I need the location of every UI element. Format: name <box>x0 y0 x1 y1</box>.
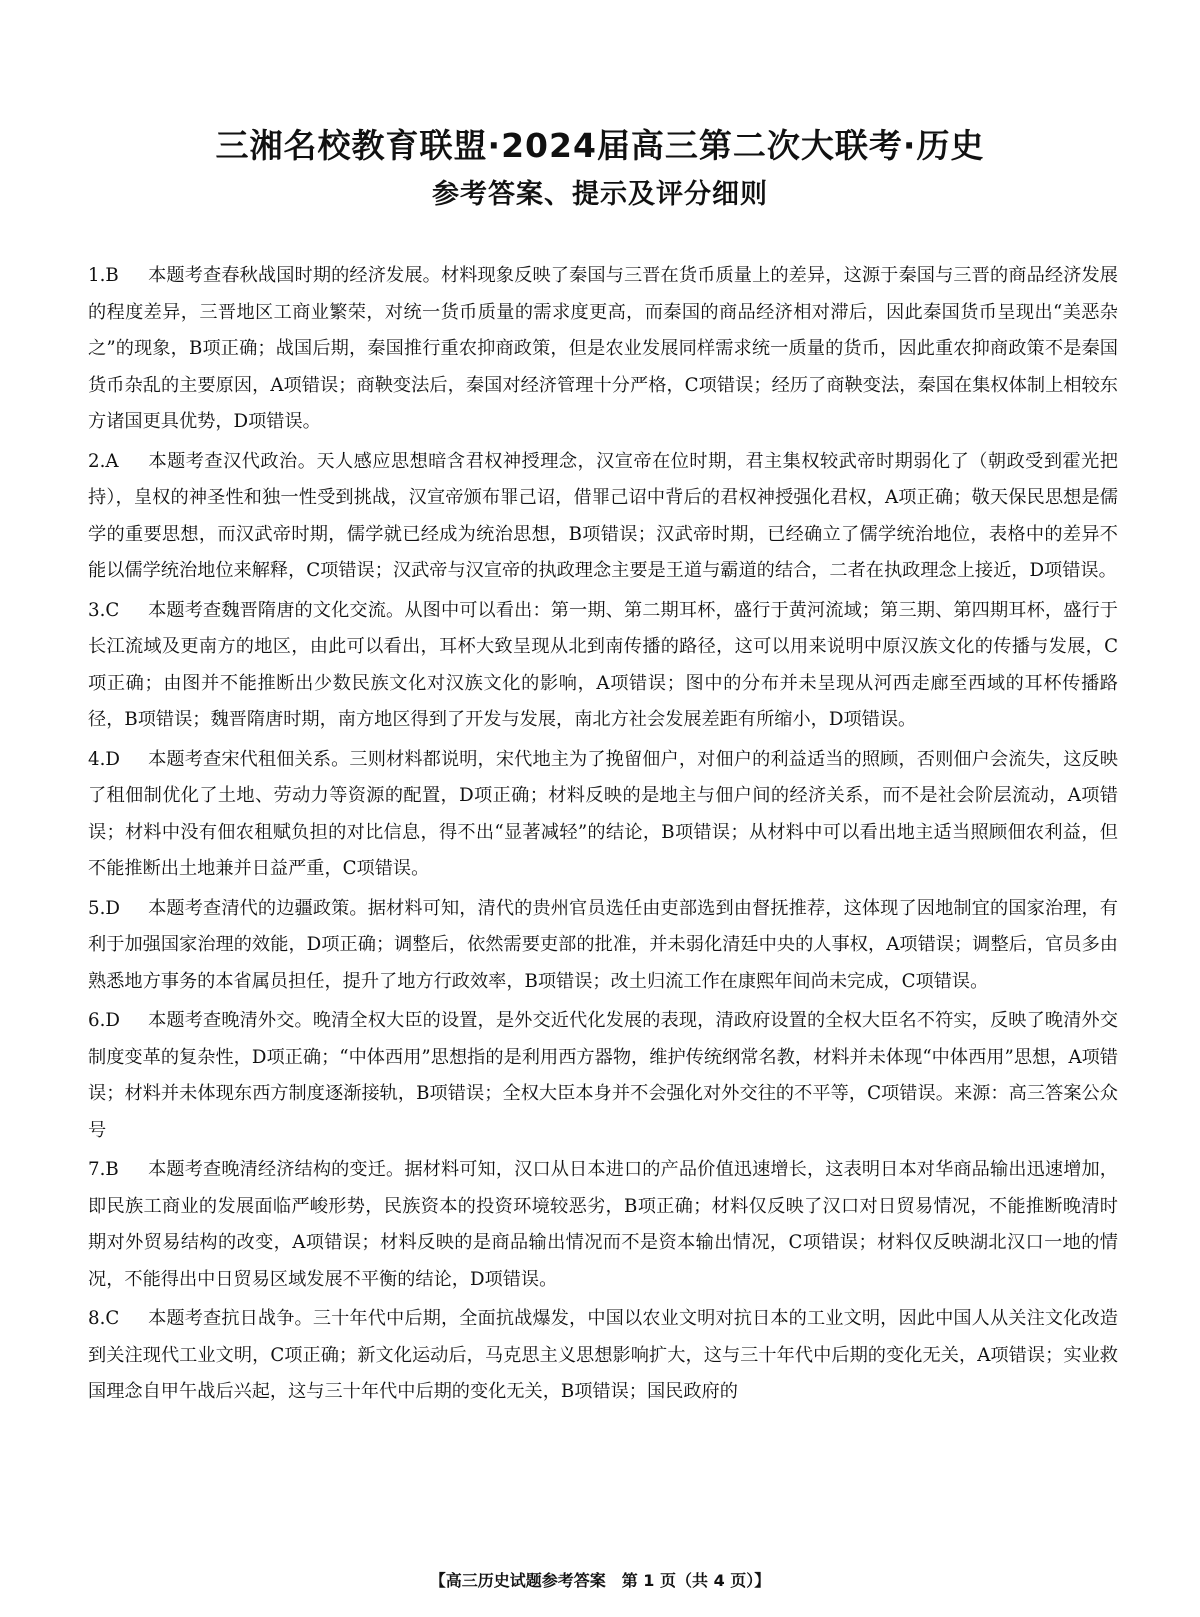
answer-item-8 <box>88 1301 1118 1411</box>
answer-item-7 <box>88 1152 1118 1298</box>
answer-number: 1.B <box>88 265 119 286</box>
answer-explanation: 本题考查抗日战争。三十年代中后期，全面抗战爆发，中国以农业文明对抗日本的工业文明，因此中国人从关注文化改造到关注现代工业文明，C项正确；新文化运动后，马克思主义思想影响扩大，这与三十年代中后期的变化无关，A项错误；实业救国理念自甲午战后兴起，这与三十年代中后期的变化无关，B项错误；国民政府的 <box>88 1308 1118 1402</box>
answer-number: 8.C <box>88 1308 120 1329</box>
answer-item-1 <box>88 258 1118 441</box>
document-subtitle: 参考答案、提示及评分细则 <box>432 179 768 210</box>
answer-number: 5.D <box>88 897 120 919</box>
answer-explanation: 本题考查春秋战国时期的经济发展。材料现象反映了秦国与三晋在货币质量上的差异，这源于秦国与三晋的商品经济发展的程度差异，三晋地区工商业繁荣，对统一货币质量的需求度更高，而秦国的商品经济相对滞后，因此秦国货币呈现出“美恶杂之”的现象，B项正确；战国后期，秦国推行重农抑商政策，但是农业发展同样需求统一质量的货币，因此重农抑商政策不是秦国货币杂乱的主要原因，A项错误；商鞅变法后，秦国对经济管理十分严格，C项错误；经历了商鞅变法，秦国在集权体制上相较东方诸国更具优势，D项错误。 <box>88 265 1118 432</box>
answer-item-6 <box>88 1003 1118 1149</box>
answer-explanation: 本题考查清代的边疆政策。据材料可知，清代的贵州官员选任由吏部选到由督抚推荐，这体现了因地制宜的国家治理，有利于加强国家治理的效能，D项正确；调整后，依然需要吏部的批准，并未弱化清廷中央的人事权，A项错误；调整后，官员多由熟悉地方事务的本省属员担任，提升了地方行政效率，B项错误；改土归流工作在康熙年间尚未完成，C项错误。 <box>88 897 1118 992</box>
answer-item-2 <box>88 444 1118 590</box>
document-title: 三湘名校教育联盟·2024届高三第二次大联考·历史 <box>215 126 985 165</box>
answer-item-5 <box>88 891 1118 1001</box>
answer-explanation: 本题考查宋代租佃关系。三则材料都说明，宋代地主为了挽留佃户，对佃户的利益适当的照顾，否则佃户会流失，这反映了租佃制优化了土地、劳动力等资源的配置，D项正确；材料反映的是地主与佃户间的经济关系，而不是社会阶层流动，A项错误；材料中没有佃农租赋负担的对比信息，得不出“显著减轻”的结论，B项错误；从材料中可以看出地主适当照顾佃农利益，但不能推断出土地兼并日益严重，C项错误。 <box>88 748 1118 879</box>
answer-number: 2.A <box>88 450 119 472</box>
answer-number: 7.B <box>88 1159 119 1180</box>
answer-explanation: 本题考查晚清经济结构的变迁。据材料可知，汉口从日本进口的产品价值迅速增长，这表明日本对华商品输出迅速增加，即民族工商业的发展面临严峻形势，民族资本的投资环境较恶劣，B项正确；材料仅反映了汉口对日贸易情况，不能推断晚清时期对外贸易结构的改变，A项错误；材料反映的是商品输出情况而不是资本输出情况，C项错误；材料仅反映湖北汉口一地的情况，不能得出中日贸易区域发展不平衡的结论，D项错误。 <box>88 1159 1118 1290</box>
answer-number: 4.D <box>88 748 120 770</box>
answer-list <box>88 258 1118 1414</box>
answer-number: 3.C <box>88 599 120 621</box>
answer-explanation: 本题考查晚清外交。晚清全权大臣的设置，是外交近代化发展的表现，清政府设置的全权大臣名不符实，反映了晚清外交制度变革的复杂性，D项正确；“中体西用”思想指的是利用西方器物，维护传统纲常名教，材料并未体现“中体西用”思想，A项错误；材料并未体现东西方制度逐渐接轨，B项错误；全权大臣本身并不会强化对外交往的不平等，C项错误。来源：高三答案公众号 <box>88 1010 1118 1141</box>
answer-item-3 <box>88 593 1118 739</box>
answer-number: 6.D <box>88 1010 120 1031</box>
answer-item-4 <box>88 742 1118 888</box>
answer-explanation: 本题考查魏晋隋唐的文化交流。从图中可以看出：第一期、第二期耳杯，盛行于黄河流域；第三期、第四期耳杯，盛行于长江流域及更南方的地区，由此可以看出，耳杯大致呈现从北到南传播的路径，这可以用来说明中原汉族文化的传播与发展，C项正确；由图并不能推断出少数民族文化对汉族文化的影响，A项错误；图中的分布并未呈现从河西走廊至西域的耳杯传播路径，B项错误；魏晋隋唐时期，南方地区得到了开发与发展，南北方社会发展差距有所缩小，D项错误。 <box>88 599 1118 730</box>
answer-explanation: 本题考查汉代政治。天人感应思想暗含君权神授理念，汉宣帝在位时期，君主集权较武帝时期弱化了（朝政受到霍光把持），皇权的神圣性和独一性受到挑战，汉宣帝颁布罪己诏，借罪己诏中背后的君权神授强化君权，A项正确；敬天保民思想是儒学的重要思想，而汉武帝时期，儒学就已经成为统治思想，B项错误；汉武帝时期，已经确立了儒学统治地位，表格中的差异不能以儒学统治地位来解释，C项错误；汉武帝与汉宣帝的执政理念主要是王道与霸道的结合，二者在执政理念上接近，D项错误。 <box>88 450 1118 581</box>
page-footer: 【高三历史试题参考答案 第 1 页（共 4 页）】 <box>429 1571 771 1590</box>
